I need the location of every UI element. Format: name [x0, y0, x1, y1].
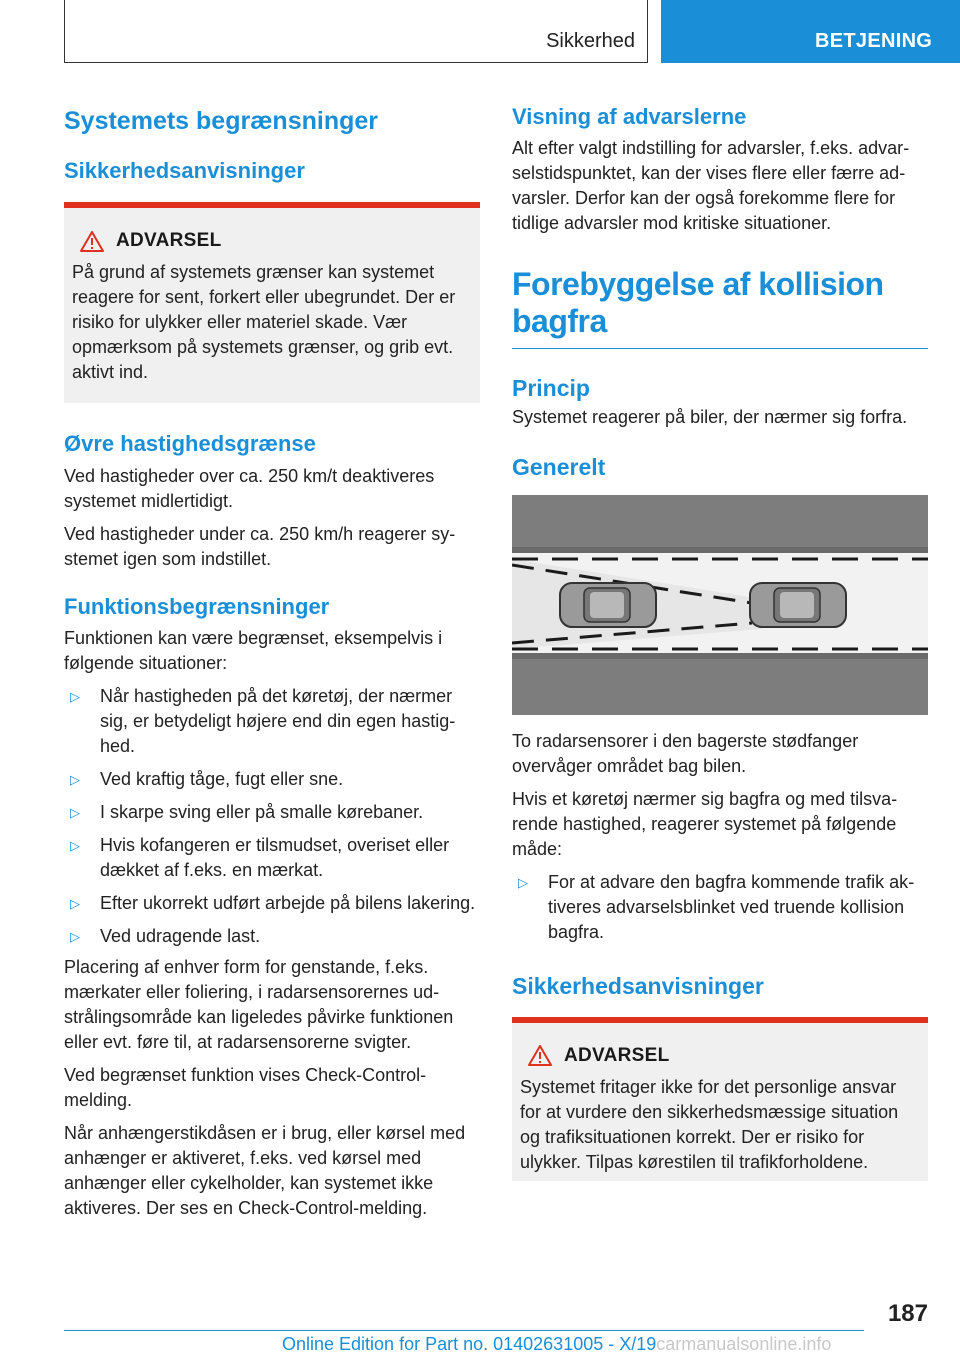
right-column — [512, 100, 928, 1181]
car-icon — [560, 583, 656, 627]
list-item: ▷ I skarpe sving eller på smalle kørebaner. — [64, 800, 480, 825]
title-rule — [512, 348, 928, 349]
section-title: Systemets begrænsninger — [64, 107, 378, 135]
safety-heading-left: Sikkerhedsanvisninger — [64, 158, 305, 183]
big-title: Forebyggelse af kollision bagfra — [512, 266, 884, 340]
check-control-paragraph: Ved begrænset funktion vises Check-Control-melding. — [64, 1065, 427, 1111]
triangle-bullet-icon: ▷ — [70, 689, 80, 705]
general-paragraph-2: Hvis et køretøj nærmer sig bagfra og med tilsvarende hastighed, reagerer systemet på følgende måde: — [512, 789, 898, 860]
triangle-bullet-icon: ▷ — [518, 875, 528, 891]
list-item: ▷ Efter ukorrekt udført arbejde på bilens lakering. — [64, 891, 480, 916]
speed-heading: Øvre hastighedsgrænse — [64, 431, 316, 457]
warning-text-2: Systemet fritager ikke for det personlige ansvar for at vurdere den sikkerhedsmæssige situation og trafiksituationen korrekt. Der er risiko for ulykker. Tilpas kørestilen til trafikforholdene. — [520, 1076, 899, 1172]
warning-triangle-icon — [528, 1045, 552, 1066]
trailer-paragraph: Når anhængerstikdåsen er i brug, eller kørsel med anhænger er aktiveret, f.eks. ved kørsel med anhænger eller cykelholder, kan systemet ikke aktiveres. Der ses en Check-Control-melding. — [64, 1123, 466, 1219]
triangle-bullet-icon: ▷ — [70, 772, 80, 788]
list-item: ▷ Ved kraftig tåge, fugt eller sne. — [64, 767, 480, 792]
limits-intro: Funktionen kan være begrænset, eksempelvis i følgende situationer: — [64, 628, 443, 674]
page-number: 187 — [887, 1300, 928, 1327]
road-scene-svg — [512, 495, 928, 715]
placing-paragraph: Placering af enhver form for genstande, f.eks. mærkater eller foliering, i radarsensorernes udstrålingsområde kan ligeledes påvirke funktionen eller evt. føre til, at radarsensorerne svigter. — [64, 957, 454, 1053]
rear-collision-illustration — [512, 495, 928, 715]
warning-box-2 — [512, 1017, 928, 1181]
safety-heading-right: Sikkerhedsanvisninger — [512, 973, 764, 1000]
warning-triangle-icon — [80, 231, 104, 252]
warning-title-1 — [80, 230, 472, 252]
left-column — [64, 100, 480, 1221]
triangle-bullet-icon: ▷ — [70, 805, 80, 821]
header-tab[interactable] — [661, 0, 960, 63]
warning-title-2 — [528, 1045, 920, 1067]
display-paragraph: Alt efter valgt indstilling for advarsler, f.eks. advarselstidspunktet, kan der vises flere eller færre advarsler. Derfor kan der også forekomme flere for tidlige advarsler mod kritiske situationer. — [512, 138, 910, 234]
warning-label-1: ADVARSEL — [116, 230, 222, 252]
footer-watermark: carmanualsonline.info — [656, 1334, 832, 1354]
principle-heading: Princip — [512, 374, 590, 401]
warning-box-1 — [64, 202, 480, 403]
list-item: ▷ Ved udragende last. — [64, 924, 480, 949]
speed-paragraph-1: Ved hastigheder over ca. 250 km/t deaktiveres systemet midlertidigt. — [64, 465, 435, 511]
header-tab-label: BETJENING — [815, 30, 933, 52]
triangle-bullet-icon: ▷ — [70, 929, 80, 945]
general-paragraph-1: To radarsensorer i den bagerste stødfanger overvåger området bag bilen. — [512, 731, 859, 777]
principle-paragraph: Systemet reagerer på biler, der nærmer sig forfra. — [512, 406, 908, 427]
footer-edition — [282, 1334, 831, 1355]
triangle-bullet-icon: ▷ — [70, 896, 80, 912]
list-item: ▷ Når hastigheden på det køretøj, der nærmer sig, er betydeligt højere end din egen hastighed. — [64, 684, 480, 759]
warning-label-2: ADVARSEL — [564, 1044, 670, 1066]
general-list — [512, 870, 928, 945]
list-item: ▷ Hvis kofangeren er tilsmudset, overiset eller dækket af f.eks. en mærkat. — [64, 833, 480, 883]
car-icon — [750, 583, 846, 627]
limits-list — [64, 684, 480, 949]
header-section-label: Sikkerhed — [546, 30, 635, 52]
triangle-bullet-icon: ▷ — [70, 838, 80, 854]
footer-edition-text: Online Edition for Part no. 01402631005 - X/19 — [282, 1334, 657, 1354]
display-heading: Visning af advarslerne — [512, 104, 747, 129]
warning-text-1: På grund af systemets grænser kan systemet reagere for sent, forkert eller ubegrundet. Der er risiko for ulykker eller materiel skade. Vær opmærksom på systemets grænser, og grib evt. aktivt ind. — [72, 262, 456, 383]
list-item: ▷ For at advare den bagfra kommende trafik aktiveres advarselsblinket ved truende kollision bagfra. — [512, 870, 928, 945]
footer-rule — [64, 1330, 864, 1331]
limits-heading: Funktionsbegrænsninger — [64, 593, 330, 619]
header-box — [64, 0, 648, 63]
speed-paragraph-2: Ved hastigheder under ca. 250 km/h reagerer systemet igen som indstillet. — [64, 523, 456, 569]
general-heading: Generelt — [512, 453, 606, 480]
